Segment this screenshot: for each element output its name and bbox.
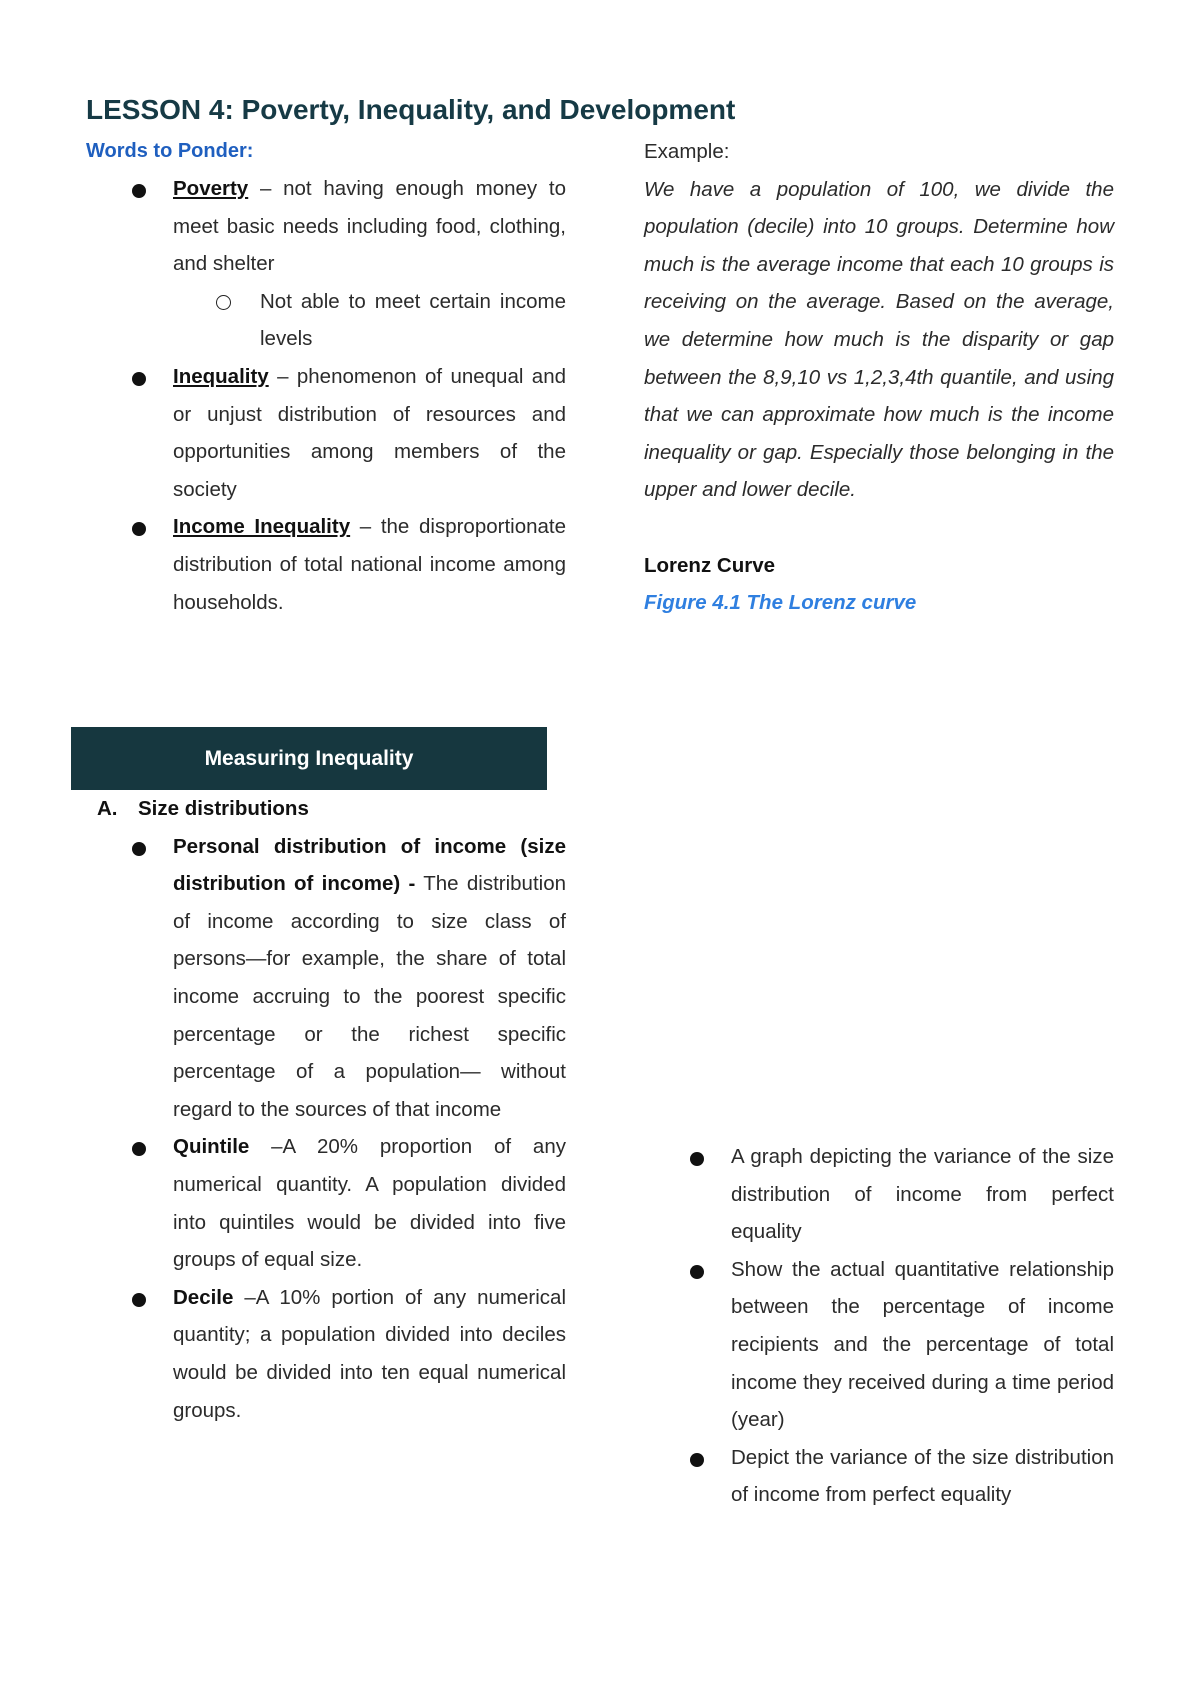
- section-size-distributions: [86, 790, 566, 1429]
- definition-decile: –A 10% portion of any numerical quantity; a population divided into deciles would be divided into ten equal numerical groups.: [173, 1285, 566, 1422]
- lesson-title: LESSON 4: Poverty, Inequality, and Development: [86, 94, 736, 125]
- figure-caption: Figure 4.1 The Lorenz curve: [644, 591, 917, 615]
- section-a-title: Size distributions: [138, 797, 309, 820]
- list-item-lorenz-1: A graph depicting the variance of the size distribution of income from perfect equality: [644, 1138, 1114, 1251]
- term-poverty: Poverty: [173, 177, 249, 200]
- term-quintile: Quintile: [173, 1135, 250, 1159]
- measuring-inequality-banner: Measuring Inequality: [71, 727, 547, 790]
- list-item-inequality: [86, 358, 566, 508]
- section-a-letter: A.: [97, 797, 118, 820]
- list-item-personal-distribution: [86, 828, 566, 1129]
- list-item-income-inequality: [86, 508, 566, 621]
- ponder-list: [86, 170, 566, 621]
- term-income-inequality: Income Inequality: [173, 515, 351, 539]
- term-personal-distribution: Personal distribution of income (size distribution of income) -: [173, 834, 566, 896]
- example-text: We have a population of 100, we divide the population (decile) into 10 groups. Determine how much is the average income that each 10 groups is receiving on the average. Based on the average, we determine how much is the disparity or gap between the 8,9,10 vs 1,2,3,4th quantile, and using that we can approximate how much is the income inequality or gap. Especially those belonging in the upper and lower decile.: [644, 177, 1114, 502]
- lorenz-figure-area: [644, 690, 1114, 1130]
- list-item-decile: [86, 1279, 566, 1429]
- definition-poverty: – not having enough money to meet basic needs including food, clothing, and shelter: [173, 177, 566, 276]
- term-decile: Decile: [173, 1285, 234, 1309]
- list-item-lorenz-3: Depict the variance of the size distribution of income from perfect equality: [644, 1439, 1114, 1514]
- example-label: Example:: [644, 140, 730, 163]
- size-distribution-list: [86, 828, 566, 1430]
- lorenz-curve-heading: Lorenz Curve: [644, 553, 775, 577]
- right-column: [644, 133, 1114, 622]
- lorenz-points: [644, 1138, 1114, 1514]
- section-a-heading: [86, 790, 566, 828]
- term-inequality: Inequality: [173, 364, 269, 388]
- definition-income-inequality: – the disproportionate distribution of total national income among households.: [173, 515, 567, 614]
- sub-item-income-levels: Not able to meet certain income levels: [173, 283, 566, 358]
- definition-quintile: –A 20% proportion of any numerical quantity. A population divided into quintiles would be divided into five groups of equal size.: [173, 1135, 566, 1272]
- words-to-ponder-heading: Words to Ponder:: [86, 140, 254, 162]
- lorenz-list: [644, 1138, 1114, 1514]
- poverty-sub-list: [173, 283, 566, 358]
- definition-inequality: – phenomenon of unequal and or unjust distribution of resources and opportunities among members of the society: [173, 364, 566, 501]
- list-item-quintile: [86, 1128, 566, 1278]
- list-item-lorenz-2: Show the actual quantitative relationship between the percentage of income recipients and the percentage of total income they received during a time period (year): [644, 1251, 1114, 1439]
- definition-personal-distribution: The distribution of income according to size class of persons—for example, the share of total income accruing to the poorest specific percentage or the richest specific percentage of a population— without regard to the sources of that income: [173, 872, 566, 1121]
- list-item-poverty: [86, 170, 566, 358]
- left-column: [86, 133, 566, 621]
